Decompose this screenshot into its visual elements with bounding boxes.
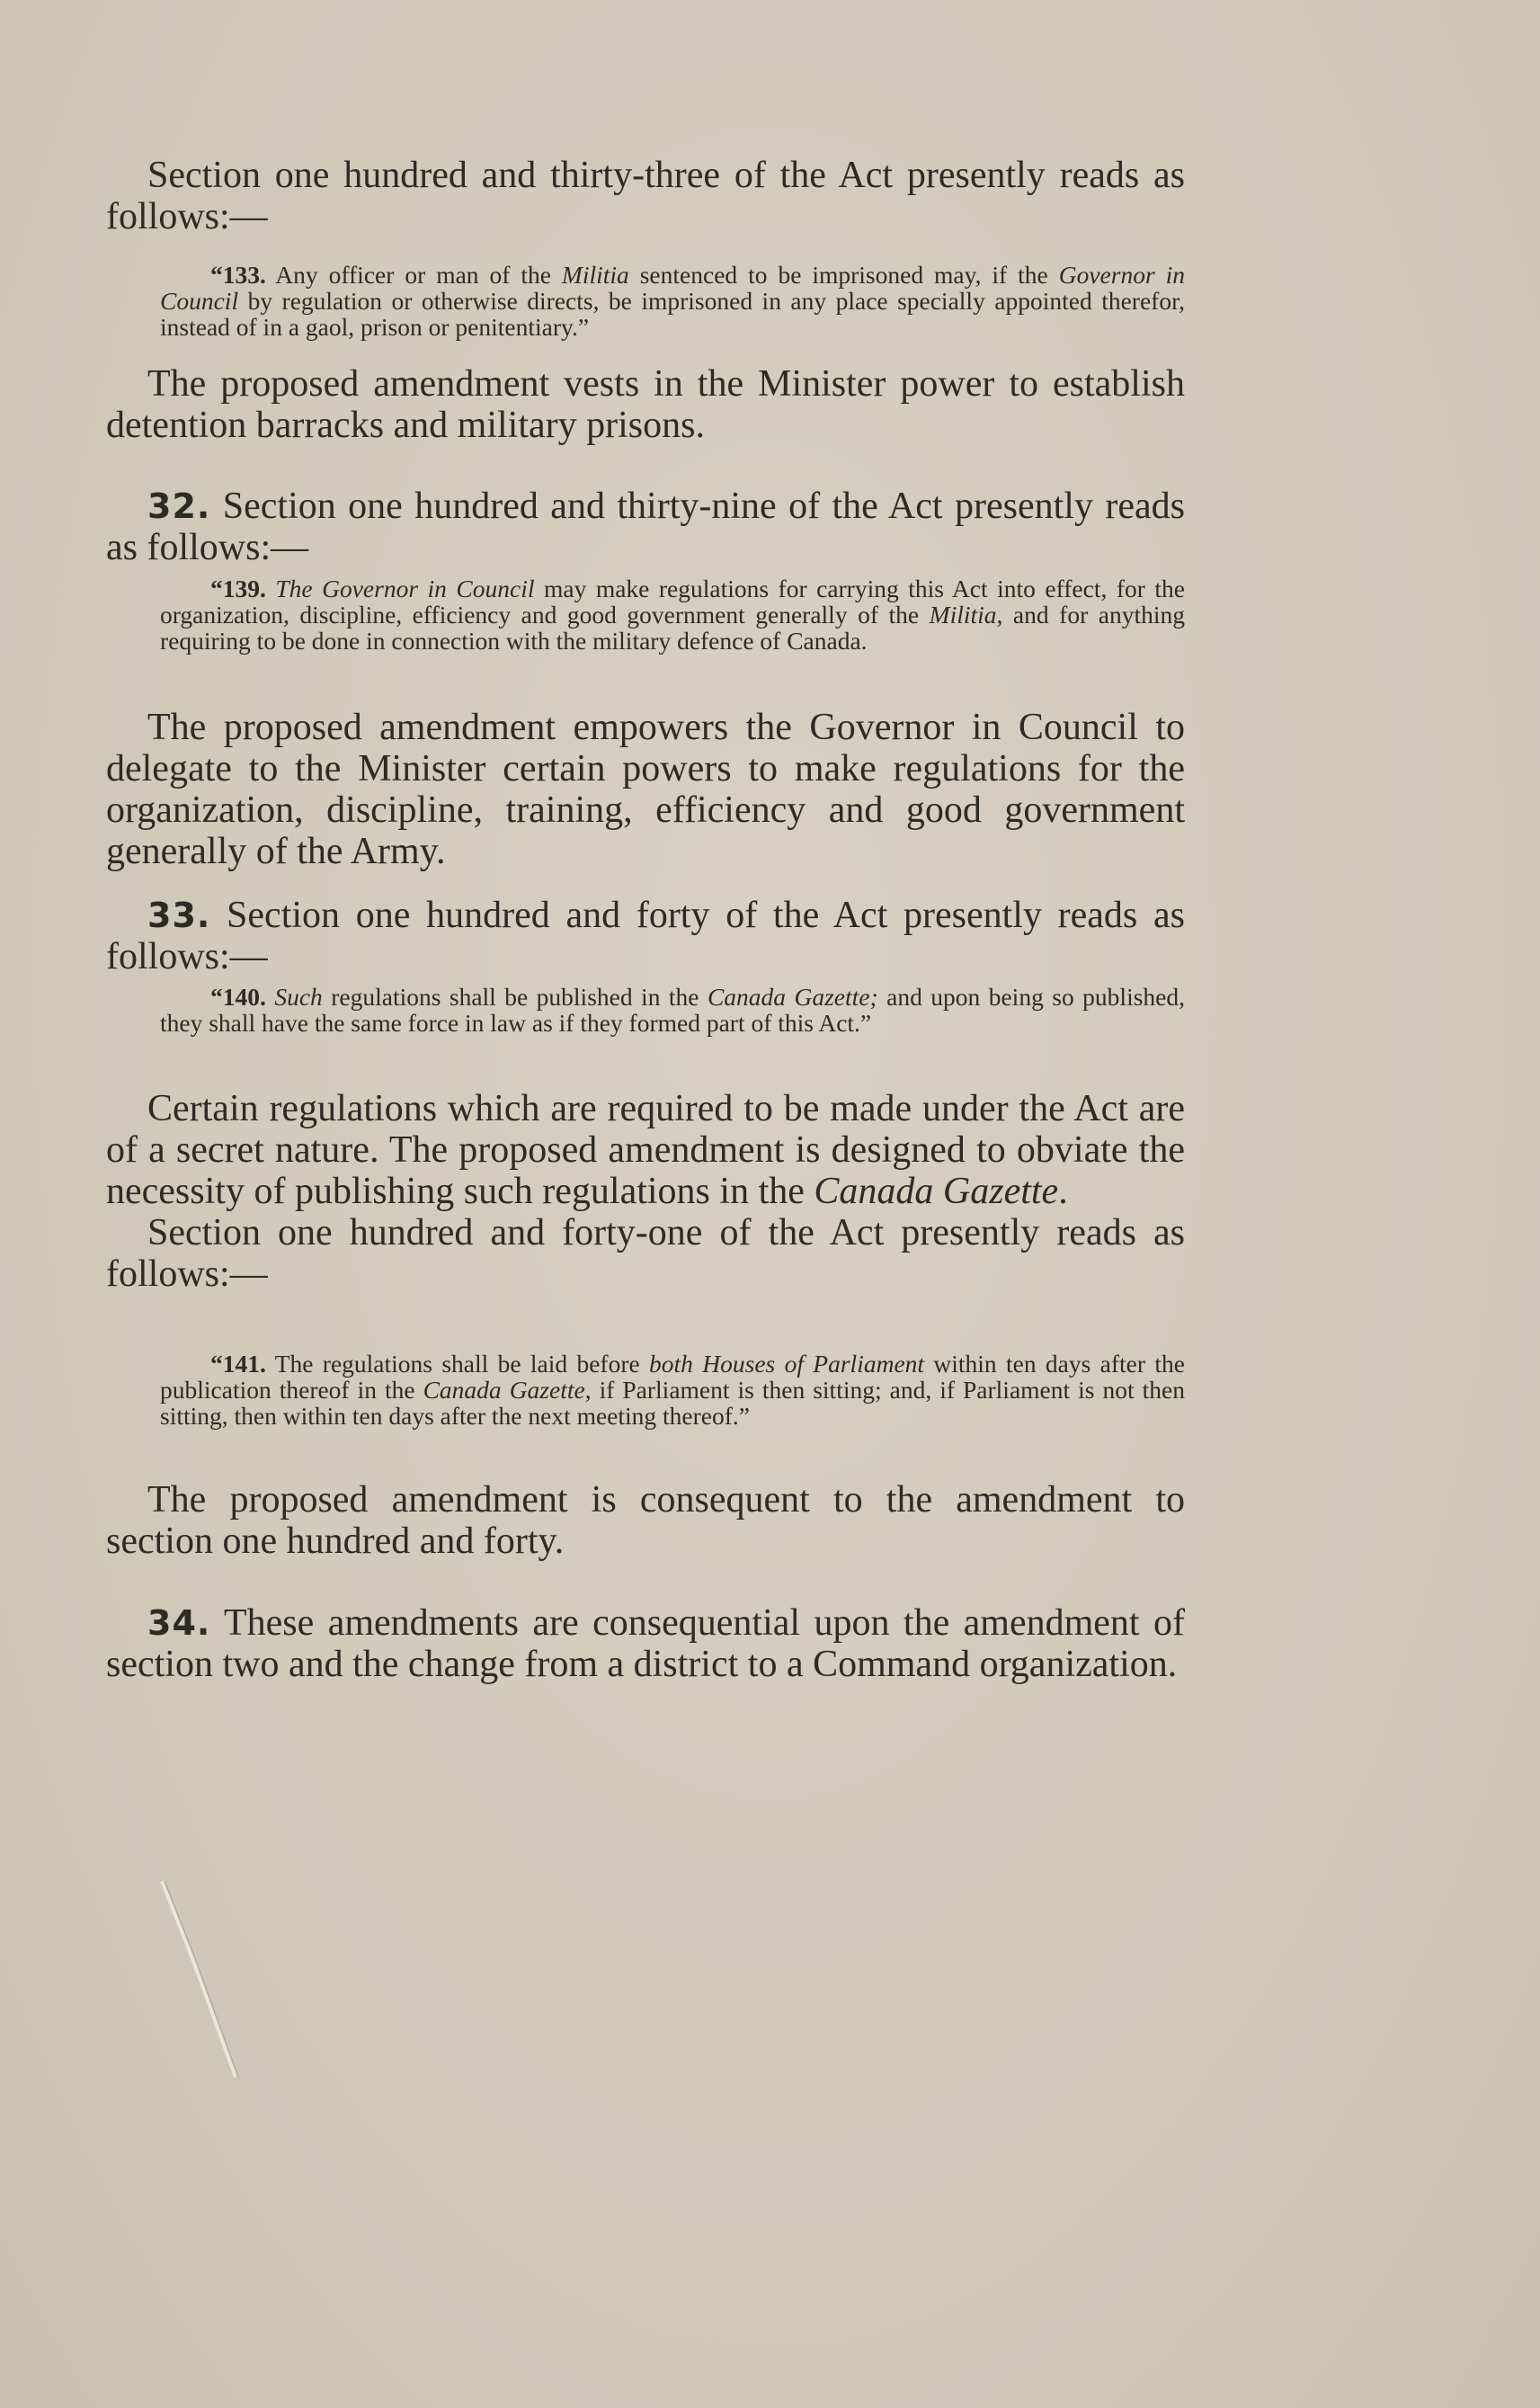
section-141-intro: Section one hundred and forty-one of the Act presently reads as follows:— xyxy=(106,1212,1185,1295)
quote-text: and upon being so published, they shall have the same force in law as if they formed part of this Act.” xyxy=(160,983,1185,1037)
item-32-number: 32. xyxy=(147,486,211,526)
explanation-italic: Canada Gazette xyxy=(814,1171,1059,1212)
item-34-block xyxy=(106,1602,1185,1685)
section-133-explanation-block xyxy=(106,363,1185,446)
section-133-explanation: The proposed amendment vests in the Minister power to establish detention barracks and military prisons. xyxy=(106,363,1185,446)
section-133-quote-block xyxy=(106,262,1185,340)
section-133-intro: Section one hundred and thirty-three of the Act presently reads as follows:— xyxy=(106,155,1185,237)
quote-text: Any officer or man of the xyxy=(265,261,562,289)
quote-text: may make regulations for carrying this Act into effect, for the organization, discipline, efficiency and good government generally of the xyxy=(160,575,1185,629)
quote-number: “140. xyxy=(210,983,266,1011)
section-139-quote xyxy=(106,575,1185,654)
item-32-intro xyxy=(106,486,1185,568)
item-33-block xyxy=(106,895,1185,977)
quote-number: “133. xyxy=(210,261,266,289)
item-33-explanation-block xyxy=(106,1088,1185,1295)
item-32-explanation-block xyxy=(106,707,1185,872)
quote-italic: Militia xyxy=(929,601,997,629)
quote-text: sentenced to be imprisoned may, if the xyxy=(628,261,1059,289)
item-34-text xyxy=(106,1602,1185,1685)
quote-text: , if Parliament is then sitting; and, if Parliament is not then sitting, then within ten days after the next meeting thereof.” xyxy=(160,1376,1185,1430)
section-141-quote-block xyxy=(106,1351,1185,1429)
explanation-text: Certain regulations which are required to be made under the Act are of a secret nature. The proposed amendment is designed to obviate the necessity of publishing such regulations in the xyxy=(106,1088,1185,1212)
section-141-quote xyxy=(106,1351,1185,1429)
quote-italic: Such xyxy=(265,983,323,1011)
quote-number: “141. xyxy=(210,1350,266,1378)
item-34-body: These amendments are consequential upon the amendment of section two and the change from a district to a Command organization. xyxy=(106,1602,1185,1685)
quote-text: within ten days after the publication thereof in the xyxy=(160,1350,1185,1404)
quote-italic: Canada Gazette xyxy=(423,1376,585,1404)
item-33-explanation xyxy=(106,1088,1185,1212)
item-33-intro-text: Section one hundred and forty of the Act presently reads as follows:— xyxy=(106,895,1185,977)
quote-text: , and for anything requiring to be done in connection with the military defence of Canada. xyxy=(160,601,1185,655)
quote-text: by regulation or otherwise directs, be imprisoned in any place specially appointed therefor, instead of in a gaol, prison or penitentiary.” xyxy=(160,287,1185,341)
quote-text: The regulations shall be laid before xyxy=(265,1350,650,1378)
section-140-quote xyxy=(106,984,1185,1036)
section-133-quote xyxy=(106,262,1185,340)
item-32-quote-block xyxy=(106,575,1185,654)
explanation-end: . xyxy=(1058,1171,1068,1212)
paper-crease xyxy=(153,1870,252,2086)
section-141-explanation-block xyxy=(106,1479,1185,1562)
quote-text: regulations shall be published in the xyxy=(322,983,708,1011)
quote-number: “139. xyxy=(210,575,266,602)
quote-italic: Militia xyxy=(561,261,629,289)
item-32-intro-text: Section one hundred and thirty-nine of the Act presently reads as follows:— xyxy=(106,486,1185,568)
item-33-number: 33. xyxy=(147,896,211,935)
item-33-intro xyxy=(106,895,1185,977)
quote-italic: Governor in Council xyxy=(160,261,1185,315)
item-32-explanation: The proposed amendment empowers the Governor in Council to delegate to the Minister certain powers to make regulations for the organization, discipline, training, efficiency and good government generally of the Army. xyxy=(106,707,1185,872)
item-32-block xyxy=(106,486,1185,568)
quote-italic: both Houses of Parliament xyxy=(649,1350,925,1378)
item-34-number: 34. xyxy=(147,1603,211,1643)
quote-italic: The Governor in Council xyxy=(265,575,535,602)
item-33-quote-block xyxy=(106,984,1185,1036)
section-133-block xyxy=(106,155,1185,237)
section-141-explanation: The proposed amendment is consequent to the amendment to section one hundred and forty. xyxy=(106,1479,1185,1562)
quote-italic: Canada Gazette; xyxy=(707,983,878,1011)
